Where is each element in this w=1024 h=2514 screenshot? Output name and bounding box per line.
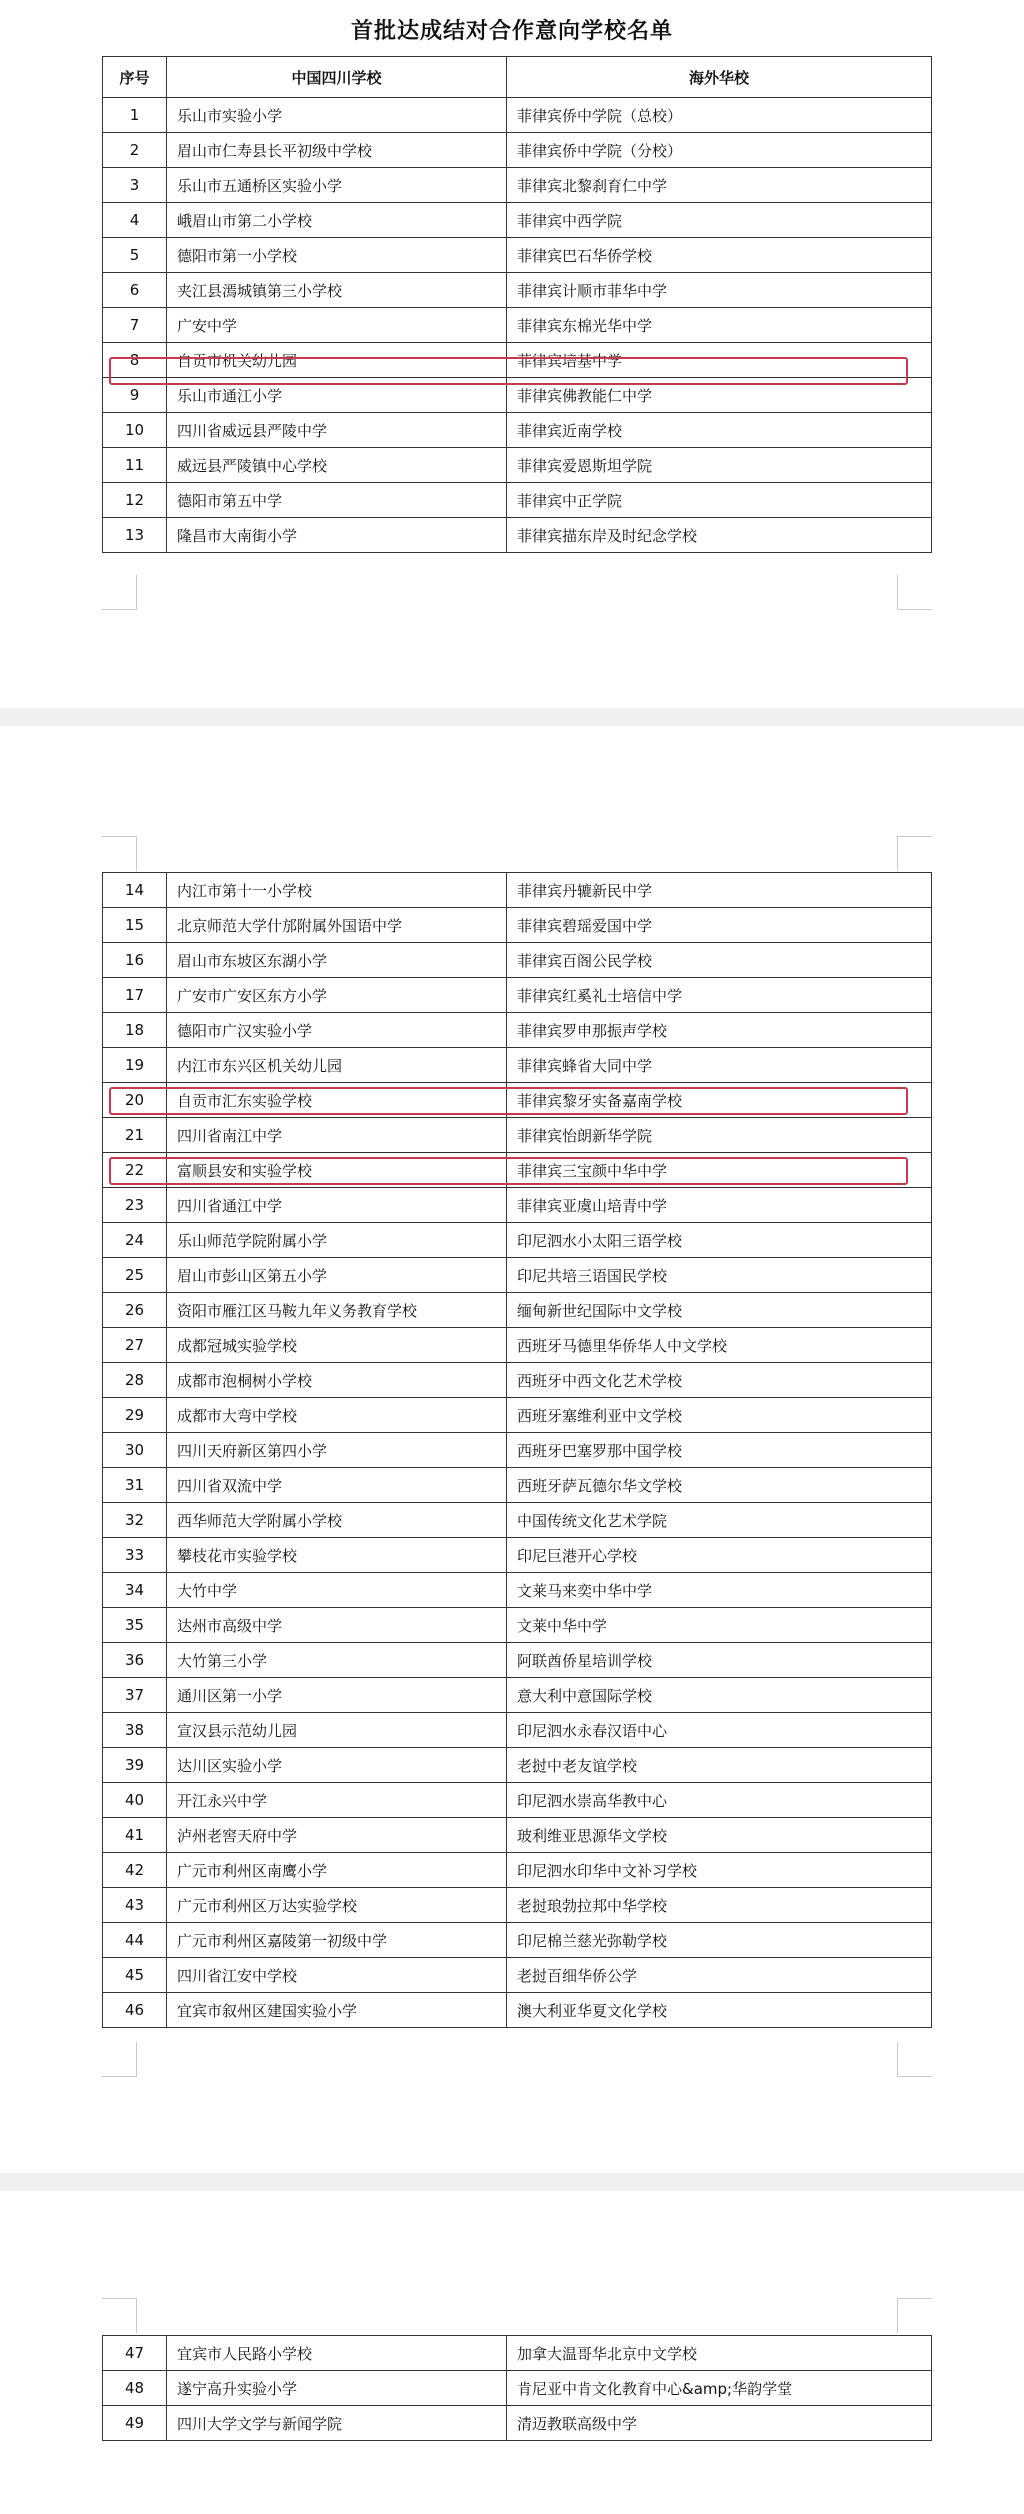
sichuan-school-cell: 富顺县安和实验学校 [167,1153,507,1188]
table-row [103,943,932,978]
overseas-school-cell: 菲律宾百阁公民学校 [507,943,932,978]
table-row [103,1538,932,1573]
table-row [103,1783,932,1818]
table-row [103,1748,932,1783]
overseas-school-cell: 菲律宾中西学院 [507,203,932,238]
row-number: 46 [103,1993,167,2028]
row-number: 20 [103,1083,167,1118]
overseas-school-cell: 阿联酋侨星培训学校 [507,1643,932,1678]
overseas-school-cell: 加拿大温哥华北京中文学校 [507,2336,932,2371]
page-corner-mark [102,836,137,871]
sichuan-school-cell: 四川省南江中学 [167,1118,507,1153]
overseas-school-cell: 澳大利亚华夏文化学校 [507,1993,932,2028]
overseas-school-cell: 老挝百细华侨公学 [507,1958,932,1993]
sichuan-school-cell: 德阳市第一小学校 [167,238,507,273]
sichuan-school-cell: 夹江县漹城镇第三小学校 [167,273,507,308]
row-number: 8 [103,343,167,378]
sichuan-school-cell: 达川区实验小学 [167,1748,507,1783]
sichuan-school-cell: 西华师范大学附属小学校 [167,1503,507,1538]
overseas-school-cell: 肯尼亚中肯文化教育中心&amp;华韵学堂 [507,2371,932,2406]
page-corner-mark [897,2042,932,2077]
row-number: 48 [103,2371,167,2406]
overseas-school-cell: 菲律宾红奚礼士培信中学 [507,978,932,1013]
overseas-school-cell: 菲律宾蜂省大同中学 [507,1048,932,1083]
row-number: 2 [103,133,167,168]
overseas-school-cell: 玻利维亚思源华文学校 [507,1818,932,1853]
sichuan-school-cell: 广元市利州区嘉陵第一初级中学 [167,1923,507,1958]
table-row [103,1153,932,1188]
overseas-school-cell: 菲律宾怡朗新华学院 [507,1118,932,1153]
table-row [103,1328,932,1363]
table-row [103,378,932,413]
overseas-school-cell: 缅甸新世纪国际中文学校 [507,1293,932,1328]
row-number: 14 [103,873,167,908]
table-row [103,1993,932,2028]
overseas-school-cell: 印尼泗水永春汉语中心 [507,1713,932,1748]
overseas-school-cell: 菲律宾巴石华侨学校 [507,238,932,273]
overseas-school-cell: 菲律宾东棉光华中学 [507,308,932,343]
table-row [103,308,932,343]
table-row [103,2406,932,2441]
sichuan-school-cell: 北京师范大学什邡附属外国语中学 [167,908,507,943]
page-corner-mark [102,2042,137,2077]
row-number: 15 [103,908,167,943]
table-row [103,1293,932,1328]
row-number: 38 [103,1713,167,1748]
overseas-school-cell: 菲律宾丹辘新民中学 [507,873,932,908]
page-separator [0,708,1024,726]
row-number: 21 [103,1118,167,1153]
row-number: 24 [103,1223,167,1258]
sichuan-school-cell: 成都冠城实验学校 [167,1328,507,1363]
row-number: 3 [103,168,167,203]
sichuan-school-cell: 广元市利州区万达实验学校 [167,1888,507,1923]
school-table-page-1 [102,56,932,553]
row-number: 44 [103,1923,167,1958]
table-row [103,2371,932,2406]
table-row [103,1643,932,1678]
table-row [103,978,932,1013]
sichuan-school-cell: 四川省双流中学 [167,1468,507,1503]
overseas-school-cell: 西班牙塞维利亚中文学校 [507,1398,932,1433]
overseas-school-cell: 菲律宾侨中学院（总校） [507,98,932,133]
table-row [103,1608,932,1643]
overseas-school-cell: 老挝琅勃拉邦中华学校 [507,1888,932,1923]
table-row [103,273,932,308]
row-number: 23 [103,1188,167,1223]
row-number: 13 [103,518,167,553]
page-corner-mark [102,575,137,610]
row-number: 11 [103,448,167,483]
table-row [103,238,932,273]
sichuan-school-cell: 乐山市通江小学 [167,378,507,413]
sichuan-school-cell: 成都市大弯中学校 [167,1398,507,1433]
table-row [103,1503,932,1538]
sichuan-school-cell: 乐山师范学院附属小学 [167,1223,507,1258]
row-number: 31 [103,1468,167,1503]
table-row [103,168,932,203]
overseas-school-cell: 印尼泗水小太阳三语学校 [507,1223,932,1258]
overseas-school-cell: 印尼共培三语国民学校 [507,1258,932,1293]
table-row [103,1013,932,1048]
overseas-school-cell: 老挝中老友谊学校 [507,1748,932,1783]
overseas-school-cell: 菲律宾侨中学院（分校） [507,133,932,168]
row-number: 19 [103,1048,167,1083]
overseas-school-cell: 菲律宾计顺市菲华中学 [507,273,932,308]
row-number: 33 [103,1538,167,1573]
table-row [103,1118,932,1153]
row-number: 40 [103,1783,167,1818]
sichuan-school-cell: 德阳市第五中学 [167,483,507,518]
sichuan-school-cell: 广安市广安区东方小学 [167,978,507,1013]
table-body [103,873,932,2028]
table-row [103,98,932,133]
row-number: 22 [103,1153,167,1188]
row-number: 9 [103,378,167,413]
sichuan-school-cell: 开江永兴中学 [167,1783,507,1818]
table-row [103,133,932,168]
row-number: 49 [103,2406,167,2441]
header-sichuan-school: 中国四川学校 [167,57,507,98]
overseas-school-cell: 菲律宾佛教能仁中学 [507,378,932,413]
sichuan-school-cell: 四川天府新区第四小学 [167,1433,507,1468]
sichuan-school-cell: 自贡市机关幼儿园 [167,343,507,378]
table-row [103,1888,932,1923]
table-row [103,1678,932,1713]
row-number: 37 [103,1678,167,1713]
row-number: 34 [103,1573,167,1608]
overseas-school-cell: 菲律宾描东岸及时纪念学校 [507,518,932,553]
row-number: 29 [103,1398,167,1433]
sichuan-school-cell: 成都市泡桐树小学校 [167,1363,507,1398]
sichuan-school-cell: 内江市东兴区机关幼儿园 [167,1048,507,1083]
table-row [103,518,932,553]
sichuan-school-cell: 德阳市广汉实验小学 [167,1013,507,1048]
sichuan-school-cell: 四川省通江中学 [167,1188,507,1223]
overseas-school-cell: 菲律宾碧瑶爱国中学 [507,908,932,943]
table-body [103,2336,932,2441]
sichuan-school-cell: 广元市利州区南鹰小学 [167,1853,507,1888]
overseas-school-cell: 西班牙中西文化艺术学校 [507,1363,932,1398]
row-number: 25 [103,1258,167,1293]
overseas-school-cell: 菲律宾近南学校 [507,413,932,448]
row-number: 18 [103,1013,167,1048]
sichuan-school-cell: 四川大学文学与新闻学院 [167,2406,507,2441]
table-row [103,908,932,943]
row-number: 6 [103,273,167,308]
table-row [103,1398,932,1433]
row-number: 16 [103,943,167,978]
sichuan-school-cell: 资阳市雁江区马鞍九年义务教育学校 [167,1293,507,1328]
row-number: 43 [103,1888,167,1923]
overseas-school-cell: 印尼巨港开心学校 [507,1538,932,1573]
sichuan-school-cell: 峨眉山市第二小学校 [167,203,507,238]
overseas-school-cell: 菲律宾爱恩斯坦学院 [507,448,932,483]
overseas-school-cell: 印尼棉兰慈光弥勒学校 [507,1923,932,1958]
header-overseas-school: 海外华校 [507,57,932,98]
page-corner-mark [897,836,932,871]
table-row [103,1853,932,1888]
sichuan-school-cell: 广安中学 [167,308,507,343]
sichuan-school-cell: 达州市高级中学 [167,1608,507,1643]
row-number: 10 [103,413,167,448]
row-number: 26 [103,1293,167,1328]
row-number: 35 [103,1608,167,1643]
table-row [103,2336,932,2371]
table-row [103,448,932,483]
table-row [103,1363,932,1398]
row-number: 17 [103,978,167,1013]
page-corner-mark [102,2298,137,2333]
school-table-page-2 [102,872,932,2028]
table-row [103,1573,932,1608]
row-number: 36 [103,1643,167,1678]
row-number: 30 [103,1433,167,1468]
sichuan-school-cell: 乐山市五通桥区实验小学 [167,168,507,203]
row-number: 32 [103,1503,167,1538]
table-row [103,873,932,908]
row-number: 39 [103,1748,167,1783]
overseas-school-cell: 印尼泗水崇高华教中心 [507,1783,932,1818]
row-number: 4 [103,203,167,238]
table-row [103,483,932,518]
school-table-page-3 [102,2335,932,2441]
overseas-school-cell: 菲律宾中正学院 [507,483,932,518]
overseas-school-cell: 菲律宾培基中学 [507,343,932,378]
table-row [103,1258,932,1293]
sichuan-school-cell: 宜宾市叙州区建国实验小学 [167,1993,507,2028]
table-row [103,1713,932,1748]
table-header-row [103,57,932,98]
table-row [103,343,932,378]
row-number: 5 [103,238,167,273]
sichuan-school-cell: 眉山市东坡区东湖小学 [167,943,507,978]
page-separator [0,2173,1024,2191]
sichuan-school-cell: 四川省威远县严陵中学 [167,413,507,448]
overseas-school-cell: 文莱中华中学 [507,1608,932,1643]
page-corner-mark [897,2298,932,2333]
header-num: 序号 [103,57,167,98]
sichuan-school-cell: 四川省江安中学校 [167,1958,507,1993]
sichuan-school-cell: 眉山市仁寿县长平初级中学校 [167,133,507,168]
overseas-school-cell: 菲律宾罗申那振声学校 [507,1013,932,1048]
page-corner-mark [897,575,932,610]
sichuan-school-cell: 威远县严陵镇中心学校 [167,448,507,483]
sichuan-school-cell: 攀枝花市实验学校 [167,1538,507,1573]
sichuan-school-cell: 眉山市彭山区第五小学 [167,1258,507,1293]
sichuan-school-cell: 遂宁高升实验小学 [167,2371,507,2406]
table-row [103,1433,932,1468]
row-number: 27 [103,1328,167,1363]
overseas-school-cell: 西班牙马德里华侨华人中文学校 [507,1328,932,1363]
sichuan-school-cell: 通川区第一小学 [167,1678,507,1713]
overseas-school-cell: 菲律宾北黎刹育仁中学 [507,168,932,203]
overseas-school-cell: 菲律宾黎牙实备嘉南学校 [507,1083,932,1118]
table-row [103,1083,932,1118]
table-row [103,1048,932,1083]
table-body [103,98,932,553]
row-number: 12 [103,483,167,518]
sichuan-school-cell: 泸州老窖天府中学 [167,1818,507,1853]
sichuan-school-cell: 大竹中学 [167,1573,507,1608]
row-number: 41 [103,1818,167,1853]
sichuan-school-cell: 隆昌市大南街小学 [167,518,507,553]
overseas-school-cell: 菲律宾亚虞山培青中学 [507,1188,932,1223]
sichuan-school-cell: 大竹第三小学 [167,1643,507,1678]
overseas-school-cell: 菲律宾三宝颜中华中学 [507,1153,932,1188]
overseas-school-cell: 西班牙巴塞罗那中国学校 [507,1433,932,1468]
sichuan-school-cell: 内江市第十一小学校 [167,873,507,908]
overseas-school-cell: 意大利中意国际学校 [507,1678,932,1713]
table-row [103,1188,932,1223]
sichuan-school-cell: 宜宾市人民路小学校 [167,2336,507,2371]
overseas-school-cell: 印尼泗水印华中文补习学校 [507,1853,932,1888]
overseas-school-cell: 清迈教联高级中学 [507,2406,932,2441]
overseas-school-cell: 文莱马来奕中华中学 [507,1573,932,1608]
sichuan-school-cell: 自贡市汇东实验学校 [167,1083,507,1118]
row-number: 28 [103,1363,167,1398]
table-row [103,1818,932,1853]
table-row [103,1468,932,1503]
overseas-school-cell: 中国传统文化艺术学院 [507,1503,932,1538]
table-row [103,1223,932,1258]
row-number: 47 [103,2336,167,2371]
page-title: 首批达成结对合作意向学校名单 [350,19,673,44]
table-row [103,203,932,238]
overseas-school-cell: 西班牙萨瓦德尔华文学校 [507,1468,932,1503]
sichuan-school-cell: 宣汉县示范幼儿园 [167,1713,507,1748]
row-number: 42 [103,1853,167,1888]
table-row [103,1923,932,1958]
table-row [103,413,932,448]
row-number: 7 [103,308,167,343]
row-number: 1 [103,98,167,133]
sichuan-school-cell: 乐山市实验小学 [167,98,507,133]
table-row [103,1958,932,1993]
row-number: 45 [103,1958,167,1993]
